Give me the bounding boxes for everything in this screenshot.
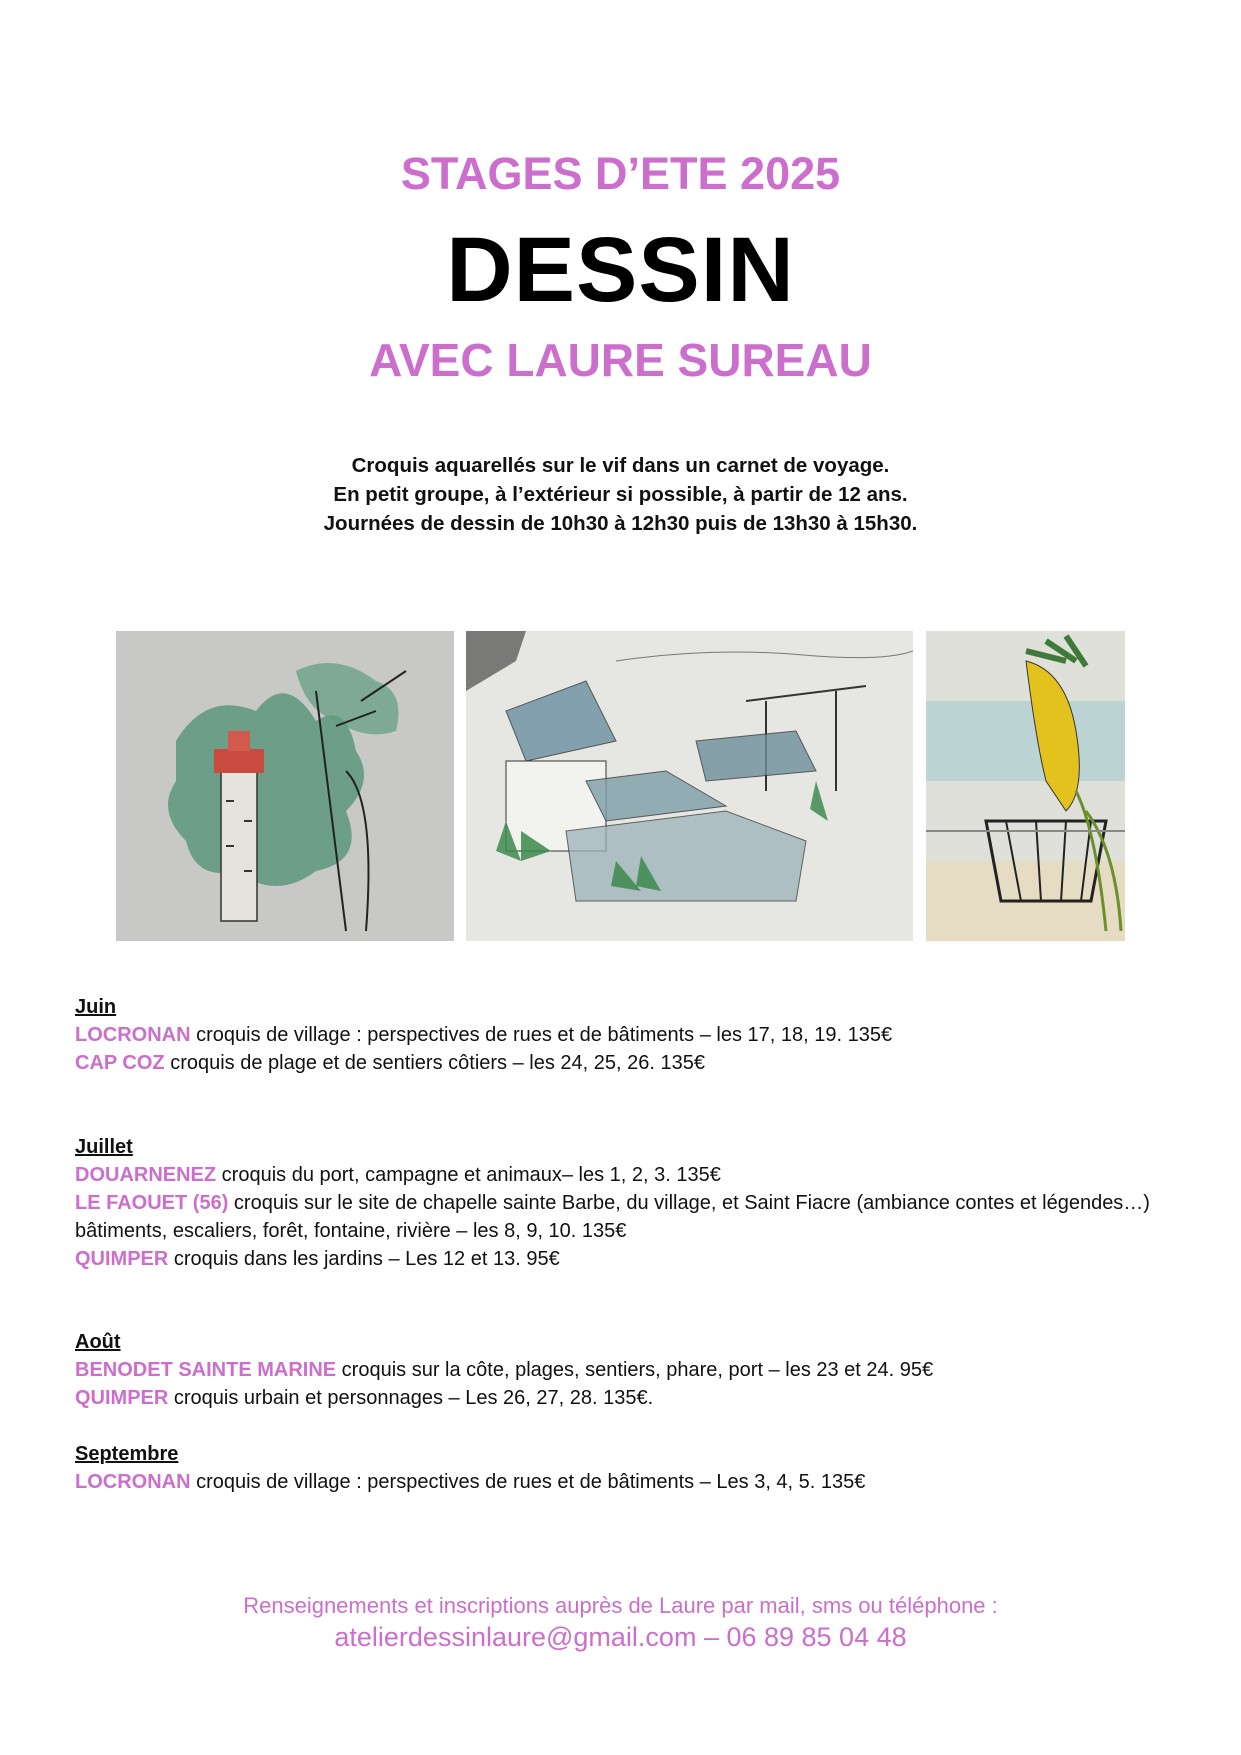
list-item: [75, 1049, 1175, 1077]
item-description: croquis sur le site de chapelle sainte Barbe, du village, et Saint Fiacre (ambiance contes et légendes…) bâtiments, escaliers, forêt, fontaine, rivière – les 8, 9, 10. 135€: [75, 1192, 1150, 1242]
contact-link[interactable]: atelierdessinlaure@gmail.com – 06 89 85 04 48: [334, 1622, 907, 1652]
item-description: croquis de plage et de sentiers côtiers – les 24, 25, 26. 135€: [164, 1052, 705, 1074]
item-description: croquis urbain et personnages – Les 26, 27, 28. 135€.: [168, 1387, 654, 1409]
place-name: QUIMPER: [75, 1248, 169, 1270]
intro-line: En petit groupe, à l’extérieur si possible, à partir de 12 ans.: [333, 483, 908, 506]
item-description: croquis dans les jardins – Les 12 et 13. 95€: [168, 1248, 560, 1270]
intro-text: [0, 451, 1241, 538]
month-heading: Juillet: [75, 1136, 133, 1158]
item-description: croquis sur la côte, plages, sentiers, phare, port – les 23 et 24. 95€: [336, 1359, 934, 1381]
list-item: [75, 1161, 1175, 1189]
lighthouse-watercolor-icon: [116, 631, 454, 941]
place-name: BENODET SAINTE MARINE: [75, 1359, 337, 1381]
list-item: [75, 1468, 1175, 1496]
beach-boat-watercolor-icon: [926, 631, 1125, 941]
rooftops-watercolor-icon: [466, 631, 913, 941]
list-item: [75, 1384, 1175, 1412]
month-heading: Juin: [75, 996, 117, 1018]
month-heading: Septembre: [75, 1443, 179, 1465]
place-name: DOUARNENEZ: [75, 1164, 217, 1186]
schedule-august: [75, 1328, 1175, 1412]
month-heading: Août: [75, 1331, 121, 1353]
page-title: DESSIN: [446, 219, 795, 321]
list-item: [75, 1189, 1175, 1245]
schedule-june: [75, 993, 1175, 1077]
page-kicker: STAGES D’ETE 2025: [400, 148, 841, 199]
item-description: croquis de village : perspectives de rues et de bâtiments – Les 3, 4, 5. 135€: [190, 1471, 866, 1493]
schedule-july: [75, 1133, 1175, 1273]
schedule-september: [75, 1440, 1175, 1496]
intro-line: Journées de dessin de 10h30 à 12h30 puis de 13h30 à 15h30.: [323, 512, 918, 535]
footer-info: Renseignements et inscriptions auprès de Laure par mail, sms ou téléphone :: [243, 1593, 998, 1618]
intro-line: Croquis aquarellés sur le vif dans un carnet de voyage.: [351, 454, 890, 477]
place-name: LOCRONAN: [75, 1471, 191, 1493]
place-name: LE FAOUET (56): [75, 1192, 229, 1214]
list-item: [75, 1021, 1175, 1049]
list-item: [75, 1245, 1175, 1273]
place-name: CAP COZ: [75, 1052, 165, 1074]
item-description: croquis de village : perspectives de rues et de bâtiments – les 17, 18, 19. 135€: [190, 1024, 893, 1046]
item-description: croquis du port, campagne et animaux– les 1, 2, 3. 135€: [216, 1164, 721, 1186]
list-item: [75, 1356, 1175, 1384]
place-name: QUIMPER: [75, 1387, 169, 1409]
page-subtitle: AVEC LAURE SUREAU: [369, 334, 872, 386]
place-name: LOCRONAN: [75, 1024, 191, 1046]
